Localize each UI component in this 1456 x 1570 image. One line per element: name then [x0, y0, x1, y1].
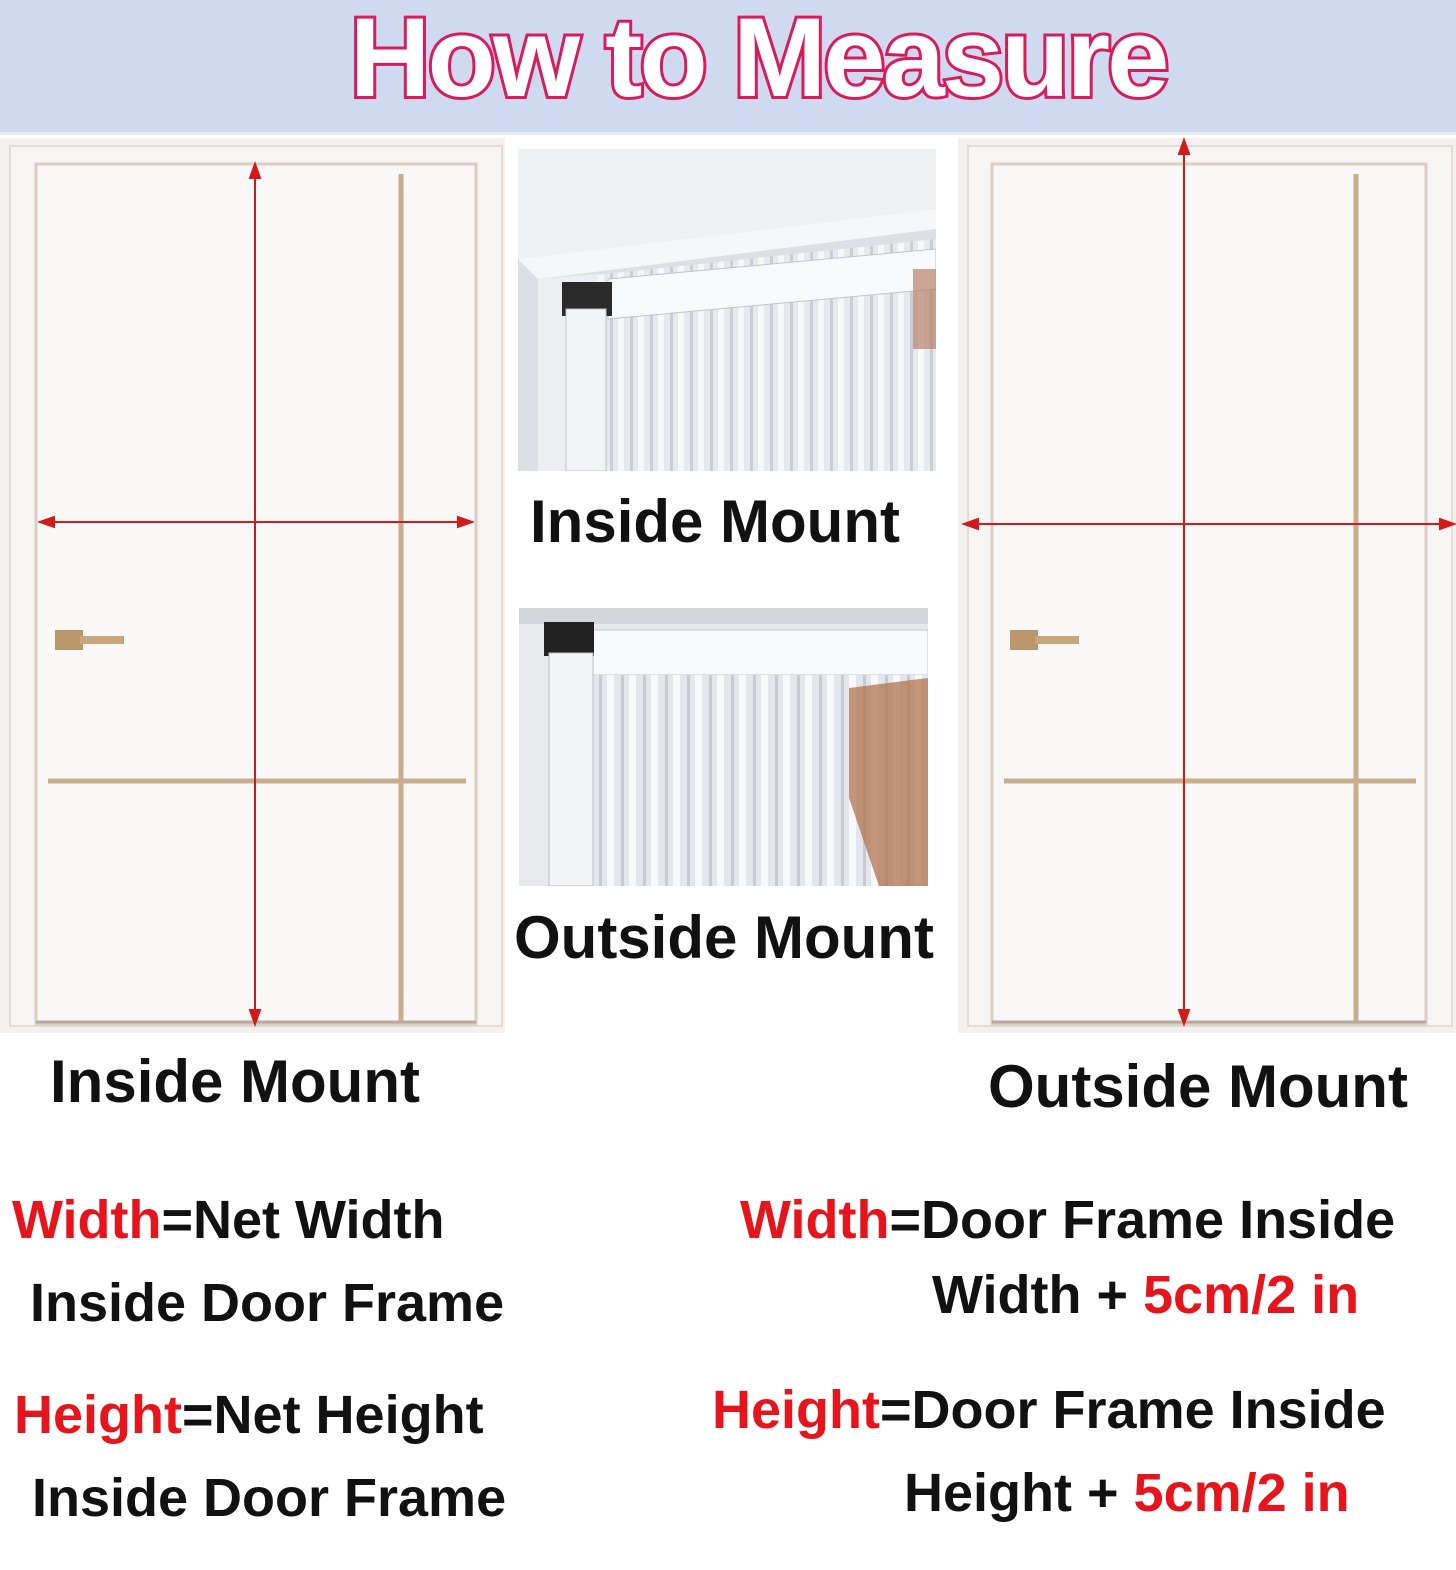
inside-width-equals: =	[161, 1190, 193, 1250]
outside-width-value: Door Frame Inside	[921, 1190, 1396, 1250]
outside-width-rule	[740, 1190, 1396, 1250]
inside-height-label: Height	[14, 1385, 182, 1445]
outside-height-rule	[712, 1380, 1386, 1440]
inside-mount-photo	[518, 149, 936, 471]
inside-width-value: Net Width	[193, 1190, 445, 1250]
outside-width-label: Width	[740, 1190, 890, 1250]
outside-height-allowance: 5cm/2 in	[1133, 1463, 1350, 1523]
inside-mount-door-caption: Inside Mount	[50, 1048, 420, 1115]
outside-width-allowance: 5cm/2 in	[1143, 1265, 1360, 1325]
inside-height-value: Net Height	[213, 1385, 484, 1445]
outside-height-line2-prefix: Height +	[904, 1463, 1134, 1523]
page-title: How to Measure	[349, 0, 1167, 120]
inside-height-equals: =	[182, 1385, 214, 1445]
outside-height-value: Door Frame Inside	[911, 1380, 1386, 1440]
title-banner	[0, 0, 1456, 135]
outside-mount-door-illustration	[958, 138, 1456, 1033]
inside-width-rule	[12, 1190, 445, 1250]
inside-mount-photo-caption: Inside Mount	[530, 488, 900, 555]
inside-width-rule-line2: Inside Door Frame	[30, 1273, 505, 1333]
outside-width-rule-line2	[932, 1265, 1360, 1325]
outside-height-equals: =	[880, 1380, 912, 1440]
title-graphic	[0, 0, 1456, 132]
outside-mount-photo-caption: Outside Mount	[514, 904, 934, 971]
inside-height-rule-line2: Inside Door Frame	[32, 1468, 507, 1528]
outside-mount-photo	[519, 608, 928, 886]
outside-width-line2-prefix: Width +	[932, 1265, 1143, 1325]
outside-height-rule-line2	[904, 1463, 1350, 1523]
inside-width-label: Width	[12, 1190, 162, 1250]
outside-height-label: Height	[712, 1380, 880, 1440]
inside-height-rule	[14, 1385, 484, 1445]
inside-mount-door-illustration	[0, 138, 505, 1033]
outside-width-equals: =	[889, 1190, 921, 1250]
outside-mount-door-caption: Outside Mount	[988, 1053, 1408, 1120]
